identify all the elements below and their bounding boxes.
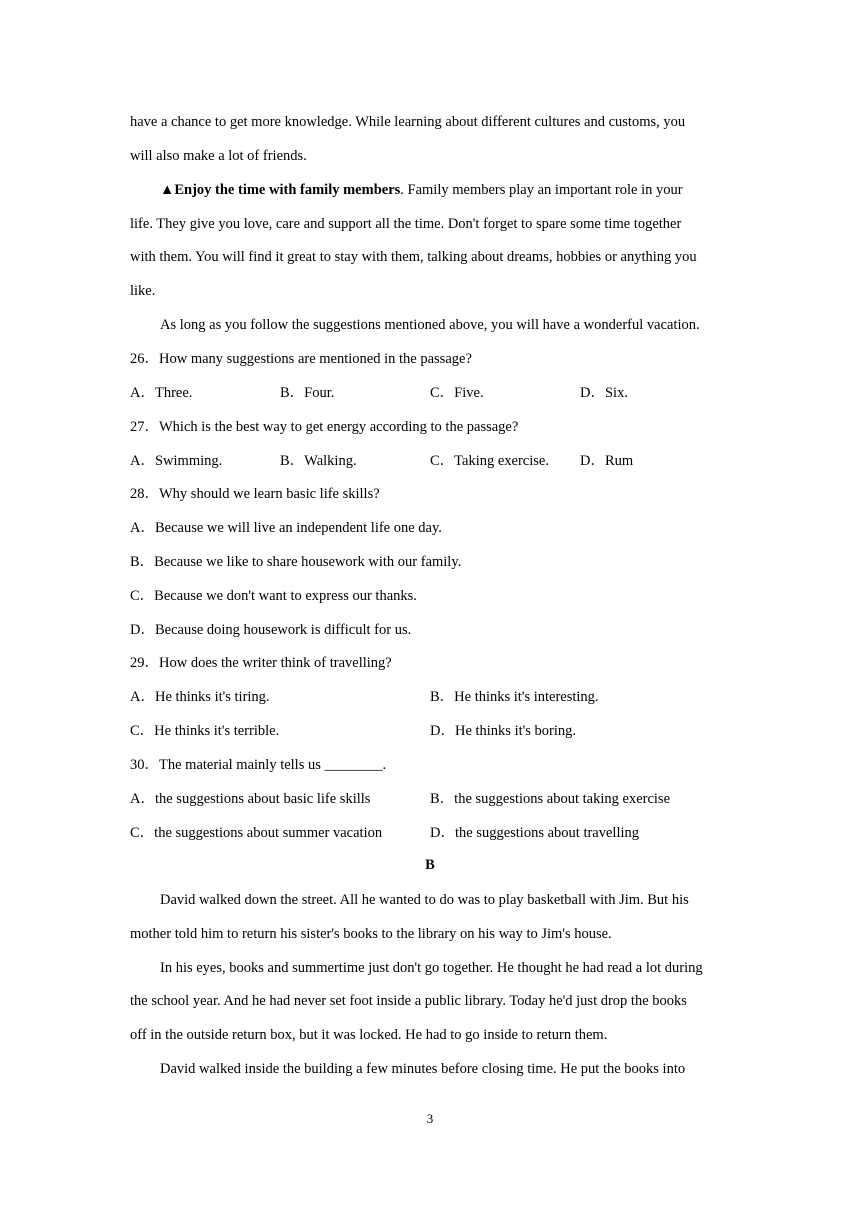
question-27-option-d: D．Rum xyxy=(580,453,634,469)
question-28-stem: 28．Why should we learn basic life skills? xyxy=(130,486,380,502)
passage-line: David walked down the street. All he wanted to do was to play basketball with Jim. But his xyxy=(160,892,689,908)
passage-text: . Family members play an important role in your xyxy=(400,182,683,198)
passage-line: life. They give you love, care and support all the time. Don't forget to spare some time together xyxy=(130,216,682,232)
question-30-stem: 30．The material mainly tells us ________. xyxy=(130,757,387,773)
section-heading-b: B xyxy=(425,857,435,873)
passage-line: off in the outside return box, but it was locked. He had to go inside to return them. xyxy=(130,1027,608,1043)
passage-line: In his eyes, books and summertime just don't go together. He thought he had read a lot during xyxy=(160,960,703,976)
question-29-stem: 29．How does the writer think of travelling? xyxy=(130,655,392,671)
question-26-option-b: B．Four. xyxy=(280,385,335,401)
question-26-option-d: D．Six. xyxy=(580,385,628,401)
passage-line: David walked inside the building a few minutes before closing time. He put the books into xyxy=(160,1061,686,1077)
passage-line: As long as you follow the suggestions mentioned above, you will have a wonderful vacation. xyxy=(160,317,700,333)
question-29-option-d: D．He thinks it's boring. xyxy=(430,723,576,739)
suggestion-heading: ▲Enjoy the time with family members xyxy=(160,182,401,198)
question-30-option-b: B．the suggestions about taking exercise xyxy=(430,791,671,807)
passage-line: will also make a lot of friends. xyxy=(130,148,307,164)
question-29-option-a: A．He thinks it's tiring. xyxy=(130,689,270,705)
question-27-option-c: C．Taking exercise. xyxy=(430,453,549,469)
question-29-option-c: C．He thinks it's terrible. xyxy=(130,723,280,739)
question-27-option-b: B．Walking. xyxy=(280,453,357,469)
question-30-option-d: D．the suggestions about travelling xyxy=(430,825,640,841)
question-30-option-a: A．the suggestions about basic life skills xyxy=(130,791,371,807)
passage-line: like. xyxy=(130,283,156,299)
passage-line: the school year. And he had never set foot inside a public library. Today he'd just drop the books xyxy=(130,993,687,1009)
question-26-option-c: C．Five. xyxy=(430,385,484,401)
question-27-option-a: A．Swimming. xyxy=(130,453,223,469)
question-26-option-a: A．Three. xyxy=(130,385,193,401)
question-27-stem: 27．Which is the best way to get energy according to the passage? xyxy=(130,419,519,435)
question-28-option-c: C．Because we don't want to express our thanks. xyxy=(130,588,417,604)
passage-line: with them. You will find it great to stay with them, talking about dreams, hobbies or anything you xyxy=(130,249,697,265)
page-number: 3 xyxy=(426,1111,434,1126)
passage-line: have a chance to get more knowledge. While learning about different cultures and customs, you xyxy=(130,114,686,130)
question-28-option-d: D．Because doing housework is difficult for us. xyxy=(130,622,412,638)
question-30-option-c: C．the suggestions about summer vacation xyxy=(130,825,383,841)
question-28-option-a: A．Because we will live an independent life one day. xyxy=(130,520,442,536)
question-28-option-b: B．Because we like to share housework with our family. xyxy=(130,554,462,570)
question-26-stem: 26．How many suggestions are mentioned in the passage? xyxy=(130,351,472,367)
passage-line: mother told him to return his sister's books to the library on his way to Jim's house. xyxy=(130,926,612,942)
question-29-option-b: B．He thinks it's interesting. xyxy=(430,689,599,705)
paragraph-family-members xyxy=(160,180,683,200)
